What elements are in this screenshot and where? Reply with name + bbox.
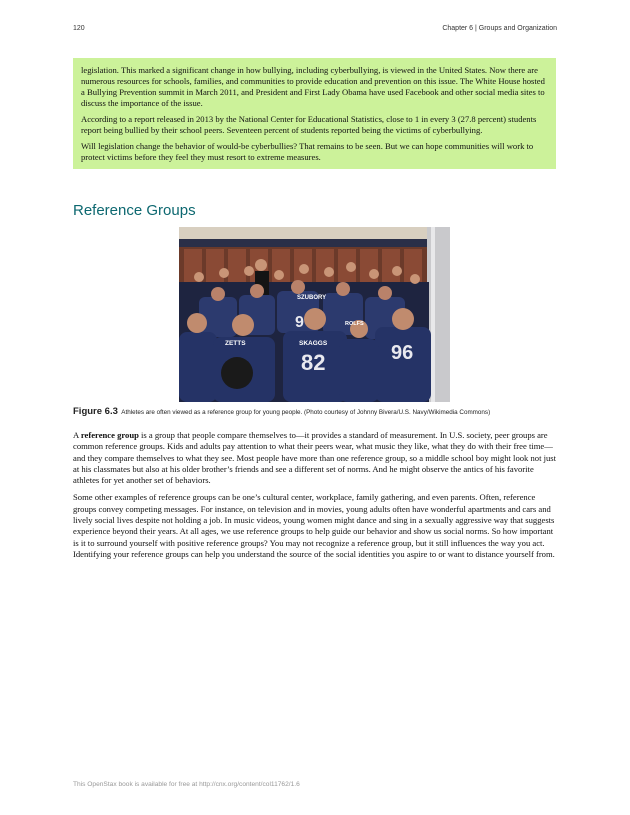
jersey-name-rolfs: ROLFS [345, 321, 364, 327]
section-title: Reference Groups [73, 202, 196, 219]
feature-paragraph: legislation. This marked a significant change in how bullying, including cyberbullying, is viewed in the United States. Now there are numerous resources for schools, families, and communities to provide education and prevention on this issue. The White House hosted a Bullying Prevention summit in March 2011, and President and First Lady Obama have used Facebook and other social media sites to discuss the importance of the issue. [81, 65, 545, 108]
body-paragraph: Some other examples of reference groups can be one’s cultural center, workplace, family gathering, and even parents. Often, reference groups convey competing messages. For instance, on television and in movies, young adults often have wonderful apartments and cars and lively social lives despite not holding a job. In music videos, young women might dance and sing in a sexually aggressive way that suggests experience beyond their years. At all ages, we use reference groups to help guide our behavior and show us social norms. So how important is it to surround yourself with positive reference groups? You may not recognize a reference group, but it still influences the way you act. Identifying your reference groups can help you understand the source of the social identities you aspire to or want to distance yourself from. [73, 492, 555, 559]
jersey-number-9: 9 [295, 314, 304, 331]
jersey-name-zetts: ZETTS [225, 340, 246, 347]
page-footer: This OpenStax book is available for free at http://cnx.org/content/col11762/1.6 [73, 781, 300, 788]
jersey-number-82: 82 [301, 350, 326, 375]
page-number: 120 [73, 25, 85, 32]
figure-label: Figure 6.3 [73, 406, 118, 417]
body-text [73, 430, 557, 566]
jersey-name-skaggs: SKAGGS [299, 340, 328, 347]
feature-paragraph: Will legislation change the behavior of would-be cyberbullies? That remains to be seen. But we can hope communities will work to protect victims before they feel they must resort to extreme measures. [81, 141, 534, 162]
figure-caption-text: Athletes are often viewed as a reference group for young people. (Photo courtesy of Johnny Bivera/U.S. Navy/Wikimedia Commons) [121, 409, 491, 416]
feature-box [73, 58, 556, 169]
jersey-number-96: 96 [391, 342, 414, 364]
key-term: reference group [80, 430, 139, 440]
figure-caption [73, 406, 557, 417]
feature-paragraph: According to a report released in 2013 by the National Center for Educational Statistics, close to 1 in every 3 (27.8 percent) students report being bullied by their school peers. Seventeen percent of students reported being the victims of cyberbullying. [81, 114, 537, 135]
chapter-heading: Chapter 6 | Groups and Organization [442, 25, 557, 32]
body-text-run: A [73, 430, 81, 440]
body-paragraph [73, 430, 557, 486]
body-text-run: is a group that people compare themselves to—it provides a standard of measurement. In U.S. society, peer groups are common reference groups. Kids and adults pay attention to what their peers wear, what music they like, what they do with their free time—and they compare themselves to what they see. Most people have more than one reference group, so a middle school boy might look not just at his classmates but also at his older brother’s friends and see a different set of norms. And he might observe the antics of his favorite athletes for yet another set of behaviors. [73, 430, 557, 486]
figure-photo [179, 227, 450, 402]
team-huddle-photo [179, 227, 450, 402]
jersey-name-szubory: SZUBORY [297, 295, 327, 301]
